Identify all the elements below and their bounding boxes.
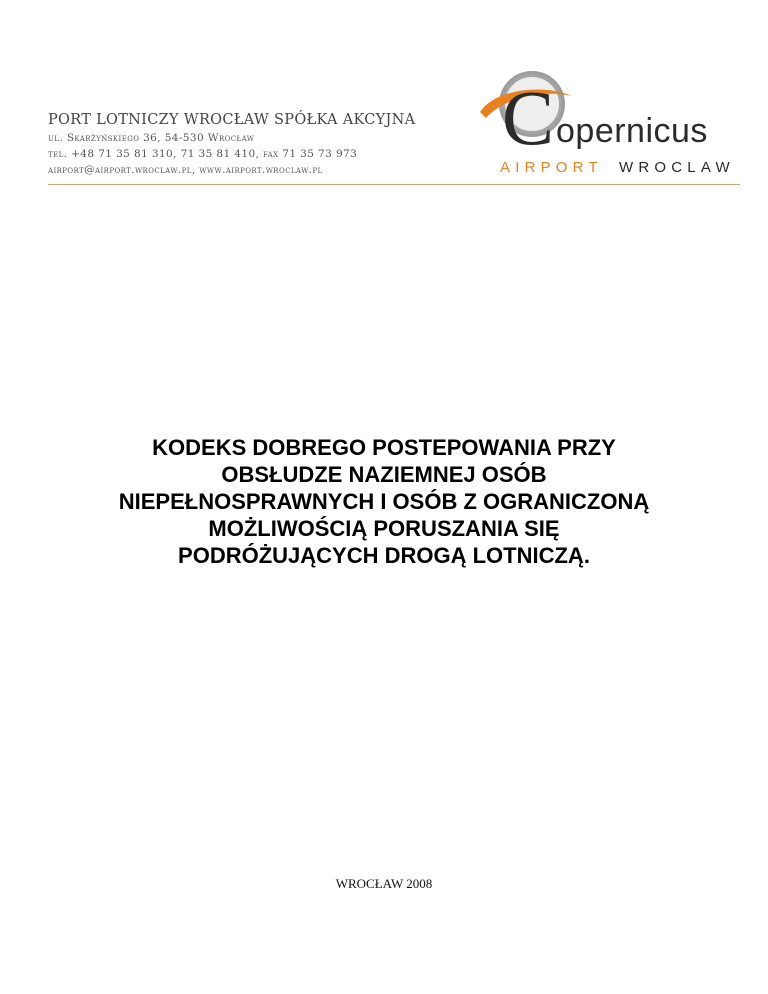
header-divider [48, 184, 740, 185]
title-line: OBSŁUDZE NAZIEMNEJ OSÓB [221, 462, 547, 487]
title-line: KODEKS DOBREGO POSTEPOWANIA PRZY [152, 435, 616, 460]
title-line: PODRÓŻUJĄCYCH DROGĄ LOTNICZĄ. [178, 543, 590, 568]
logo-brand-text: opernicus [556, 112, 708, 150]
logo-tagline-wroclaw: WROCLAW [619, 159, 735, 176]
company-name: PORT LOTNICZY WROCŁAW SPÓŁKA AKCYJNA [48, 112, 416, 128]
title-line: NIEPEŁNOSPRAWNYCH I OSÓB Z OGRANICZONĄ [118, 489, 650, 514]
place-and-year: WROCŁAW 2008 [335, 876, 433, 891]
company-contacts: airport@airport.wroclaw.pl, www.airport.wroclaw.pl [48, 164, 323, 176]
company-header [48, 112, 448, 180]
logo-tagline-airport: AIRPORT [500, 159, 603, 176]
company-phone: tel. +48 71 35 81 310, 71 35 81 410, fax 71 35 73 973 [48, 148, 358, 160]
company-address: ul. Skarżyńskiego 36, 54-530 Wrocław [48, 132, 255, 144]
document-title [40, 434, 728, 569]
title-line: MOŻLIWOŚCIĄ PORUSZANIA SIĘ [208, 516, 560, 541]
logo-brand-initial: C [502, 74, 555, 161]
copernicus-airport-logo [476, 66, 746, 178]
